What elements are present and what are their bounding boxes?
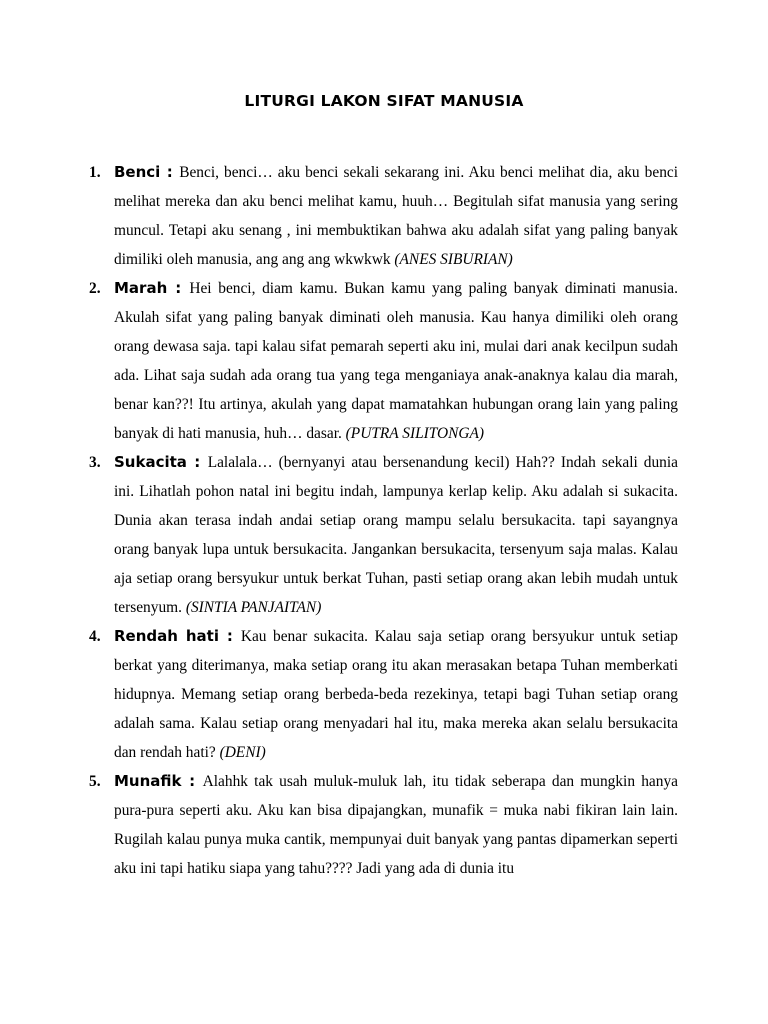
item-number: 5. — [89, 773, 101, 790]
item-number: 4. — [89, 628, 101, 645]
item-number: 3. — [89, 454, 101, 471]
role-list — [0, 158, 768, 883]
list-item — [0, 274, 768, 448]
item-term: Benci — [114, 163, 161, 181]
item-text: Lalalala… (bernyanyi atau bersenandung kecil) Hah?? Indah sekali dunia ini. Lihatlah pohon natal ini begitu indah, lampunya kerlap kelip. Aku adalah si sukacita. Dunia akan terasa indah andai setiap orang mampu selalu bersukacita. tapi sayangnya orang banyak lupa untuk bersukacita. Jangankan bersukacita, tersenyum saja malas. Kalau aja setiap orang bersyukur untuk berkat Tuhan, pasti setiap orang akan lebih mudah untuk tersenyum. — [114, 454, 678, 616]
item-colon: : — [167, 279, 190, 297]
item-author: (ANES SIBURIAN) — [394, 251, 513, 268]
item-text: Kau benar sukacita. Kalau saja setiap orang bersyukur untuk setiap berkat yang diterimanya, maka setiap orang itu akan merasakan betapa Tuhan memberkati hidupnya. Memang setiap orang berbeda-beda rezekinya, tetapi bagi Tuhan setiap orang adalah sama. Kalau setiap orang menyadari hal itu, maka mereka akan selalu bersukacita dan rendah hati? — [114, 628, 679, 761]
item-term: Munafik — [114, 772, 182, 790]
item-author: (DENI) — [219, 744, 266, 761]
item-term: Marah — [114, 279, 168, 297]
list-item — [0, 448, 768, 622]
list-item — [0, 767, 768, 883]
item-text: Hei benci, diam kamu. Bukan kamu yang paling banyak diminati manusia. Akulah sifat yang paling banyak diminati oleh manusia. Kau hanya dimiliki oleh orang orang dewasa saja. tapi kalau sifat pemarah seperti aku ini, mulai dari anak kecilpun sudah ada. Lihat saja sudah ada orang tua yang tega menganiaya anak-anaknya kalau dia marah, benar kan??! Itu artinya, akulah yang dapat mamatahkan hubungan orang lain yang paling banyak di hati manusia, huh… dasar. — [114, 280, 678, 442]
list-item — [0, 158, 768, 274]
item-colon: : — [218, 627, 241, 645]
document-title: LITURGI LAKON SIFAT MANUSIA — [244, 92, 524, 110]
item-text: Alahhk tak usah muluk-muluk lah, itu tidak seberapa dan mungkin hanya pura-pura seperti aku. Aku kan bisa dipajangkan, munafik = muka nabi fikiran lain lain. Rugilah kalau punya muka cantik, mempunyai duit banyak yang pantas dipamerkan seperti aku ini tapi hatiku siapa yang tahu???? Jadi yang ada di dunia itu — [114, 773, 678, 877]
list-item — [0, 622, 768, 767]
item-colon: : — [181, 772, 203, 790]
item-author: (PUTRA SILITONGA) — [345, 425, 485, 442]
item-number: 2. — [89, 280, 101, 297]
item-colon: : — [160, 163, 180, 181]
item-term: Rendah hati — [114, 627, 219, 645]
item-term: Sukacita — [114, 453, 187, 471]
item-number: 1. — [89, 164, 101, 181]
item-text: Benci, benci… aku benci sekali sekarang ini. Aku benci melihat dia, aku benci melihat mereka dan aku benci melihat kamu, huuh… Begitulah sifat manusia yang sering muncul. Tetapi aku senang , ini membuktikan bahwa aku adalah sifat yang paling banyak dimiliki oleh manusia, ang ang ang wkwkwk — [114, 164, 678, 268]
item-author: (SINTIA PANJAITAN) — [185, 599, 322, 616]
item-colon: : — [186, 453, 208, 471]
